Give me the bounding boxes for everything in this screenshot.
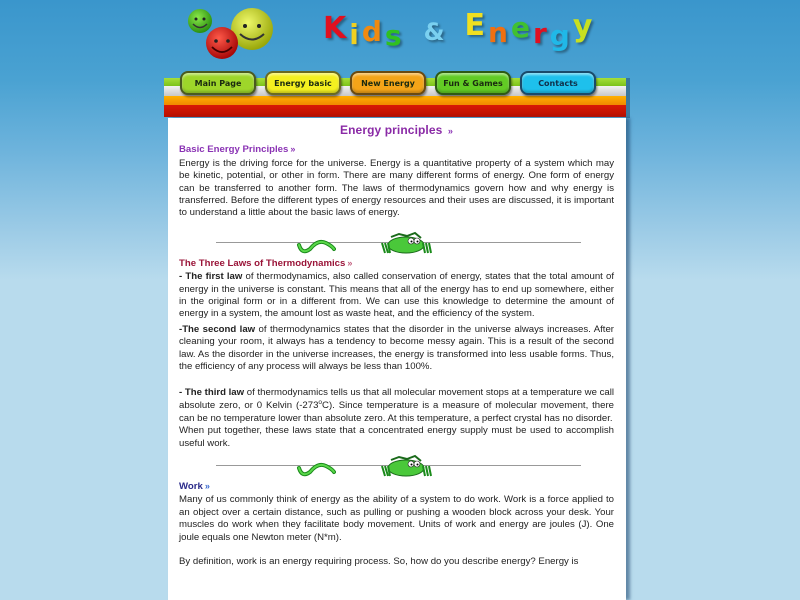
alligator-icon <box>377 452 435 478</box>
page-title <box>179 124 614 137</box>
chevron-right-icon: » <box>204 480 210 491</box>
title-letter: g <box>549 19 570 52</box>
first-law-label: - The first law <box>179 271 243 283</box>
chevron-right-icon: » <box>347 257 353 268</box>
nav-main-page[interactable]: Main Page <box>180 71 256 95</box>
nav-contacts[interactable]: Contacts <box>520 71 596 95</box>
page-title-text: Energy principles <box>340 123 443 137</box>
work-paragraph-2: By definition, work is an energy requiring process. So, how do you describe energy? Energy is <box>179 555 579 567</box>
second-law-label: -The second law <box>179 323 256 335</box>
snake-icon <box>296 452 336 478</box>
first-law-paragraph <box>179 271 614 321</box>
third-law-paragraph <box>179 386 614 426</box>
divider <box>179 450 614 480</box>
first-law-text: of thermodynamics, also called conservation of energy, states that the total amount of energy in the universe is constant. This means that all of the energy has to end up somewhere, either in the original form or in a different from. We can use this knowledge to determine the amount of energy in a system, the amount lost as waste heat, and the efficiency of the system. <box>179 271 614 320</box>
third-law-label: - The third law <box>179 386 245 398</box>
site-title <box>323 10 592 54</box>
title-letter: E <box>464 8 486 43</box>
work-paragraph: Many of us commonly think of energy as the ability of a system to do work. Work is a force applied to an object over a certain distance, such as pulling or pushing a wooden block across your desk. Your muscles do work when they facilitate body movement. Units of work and energy are joules (J). One joule equals one Newton meter (N*m). <box>179 494 614 543</box>
title-letter: & <box>423 18 445 46</box>
section-heading-text: Basic Energy Principles <box>179 144 289 156</box>
title-letter: n <box>488 16 508 49</box>
degree-superscript: o <box>318 398 323 406</box>
second-law-text: of thermodynamics states that the disorder in the universe always increases. After cleaning your room, it always has a tendency to become messy again. This is a result of the second law. As the disorder in the universe increases, the energy is transformed into less usable forms. Thus, the efficiency of any process will always be less than 100%. <box>179 323 614 373</box>
basic-paragraph: Energy is the driving force for the universe. Energy is a quantitative property of a system which may be kinetic, potential, or other in form. There are many different forms of energy. One form of energy can be transferred to another form. The laws of thermodynamics govern how and why energy is transferred. Before the different types of energy resources and their uses are discussed, it is important to understand a little about the basic laws of energy. <box>179 157 614 219</box>
section-heading-work <box>179 480 614 493</box>
title-letter: y <box>572 9 593 44</box>
nav-new-energy[interactable]: New Energy <box>350 71 426 95</box>
nav-fun-games[interactable]: Fun & Games <box>435 71 511 95</box>
snake-icon <box>296 229 336 255</box>
divider <box>179 227 614 257</box>
main-content <box>179 118 614 568</box>
conclusion-paragraph: When put together, these laws state that a concentrated energy supply must be used to accomplish useful work. <box>179 425 614 449</box>
chevron-right-icon: » <box>290 144 296 155</box>
title-letter: d <box>361 15 382 48</box>
title-letter: i <box>349 18 359 51</box>
title-letter: r <box>532 17 547 50</box>
smiley-faces-icon <box>182 5 282 63</box>
title-letter: e <box>510 11 530 44</box>
third-law-text: of thermodynamics tells us that all molecular movement stops at a temperature we call absolute zero, or 0 Kelvin (-273 <box>179 386 614 411</box>
section-heading-text: The Three Laws of Thermodynamics <box>179 257 346 269</box>
third-law-text-cont: C). Since temperature is a measure of molecular movement, there can be no temperature lower than absolute zero. At this temperature, a perfect crystal has no disorder. <box>179 399 614 424</box>
chevron-right-icon: » <box>447 126 453 136</box>
section-heading-laws <box>179 257 614 270</box>
title-letter: s <box>384 19 402 52</box>
alligator-icon <box>377 229 435 255</box>
section-heading-basic <box>179 143 614 156</box>
second-law-paragraph <box>179 324 614 374</box>
nav-energy-basic[interactable]: Energy basic <box>265 71 341 95</box>
title-letter: K <box>323 11 347 46</box>
section-heading-text: Work <box>179 480 203 492</box>
